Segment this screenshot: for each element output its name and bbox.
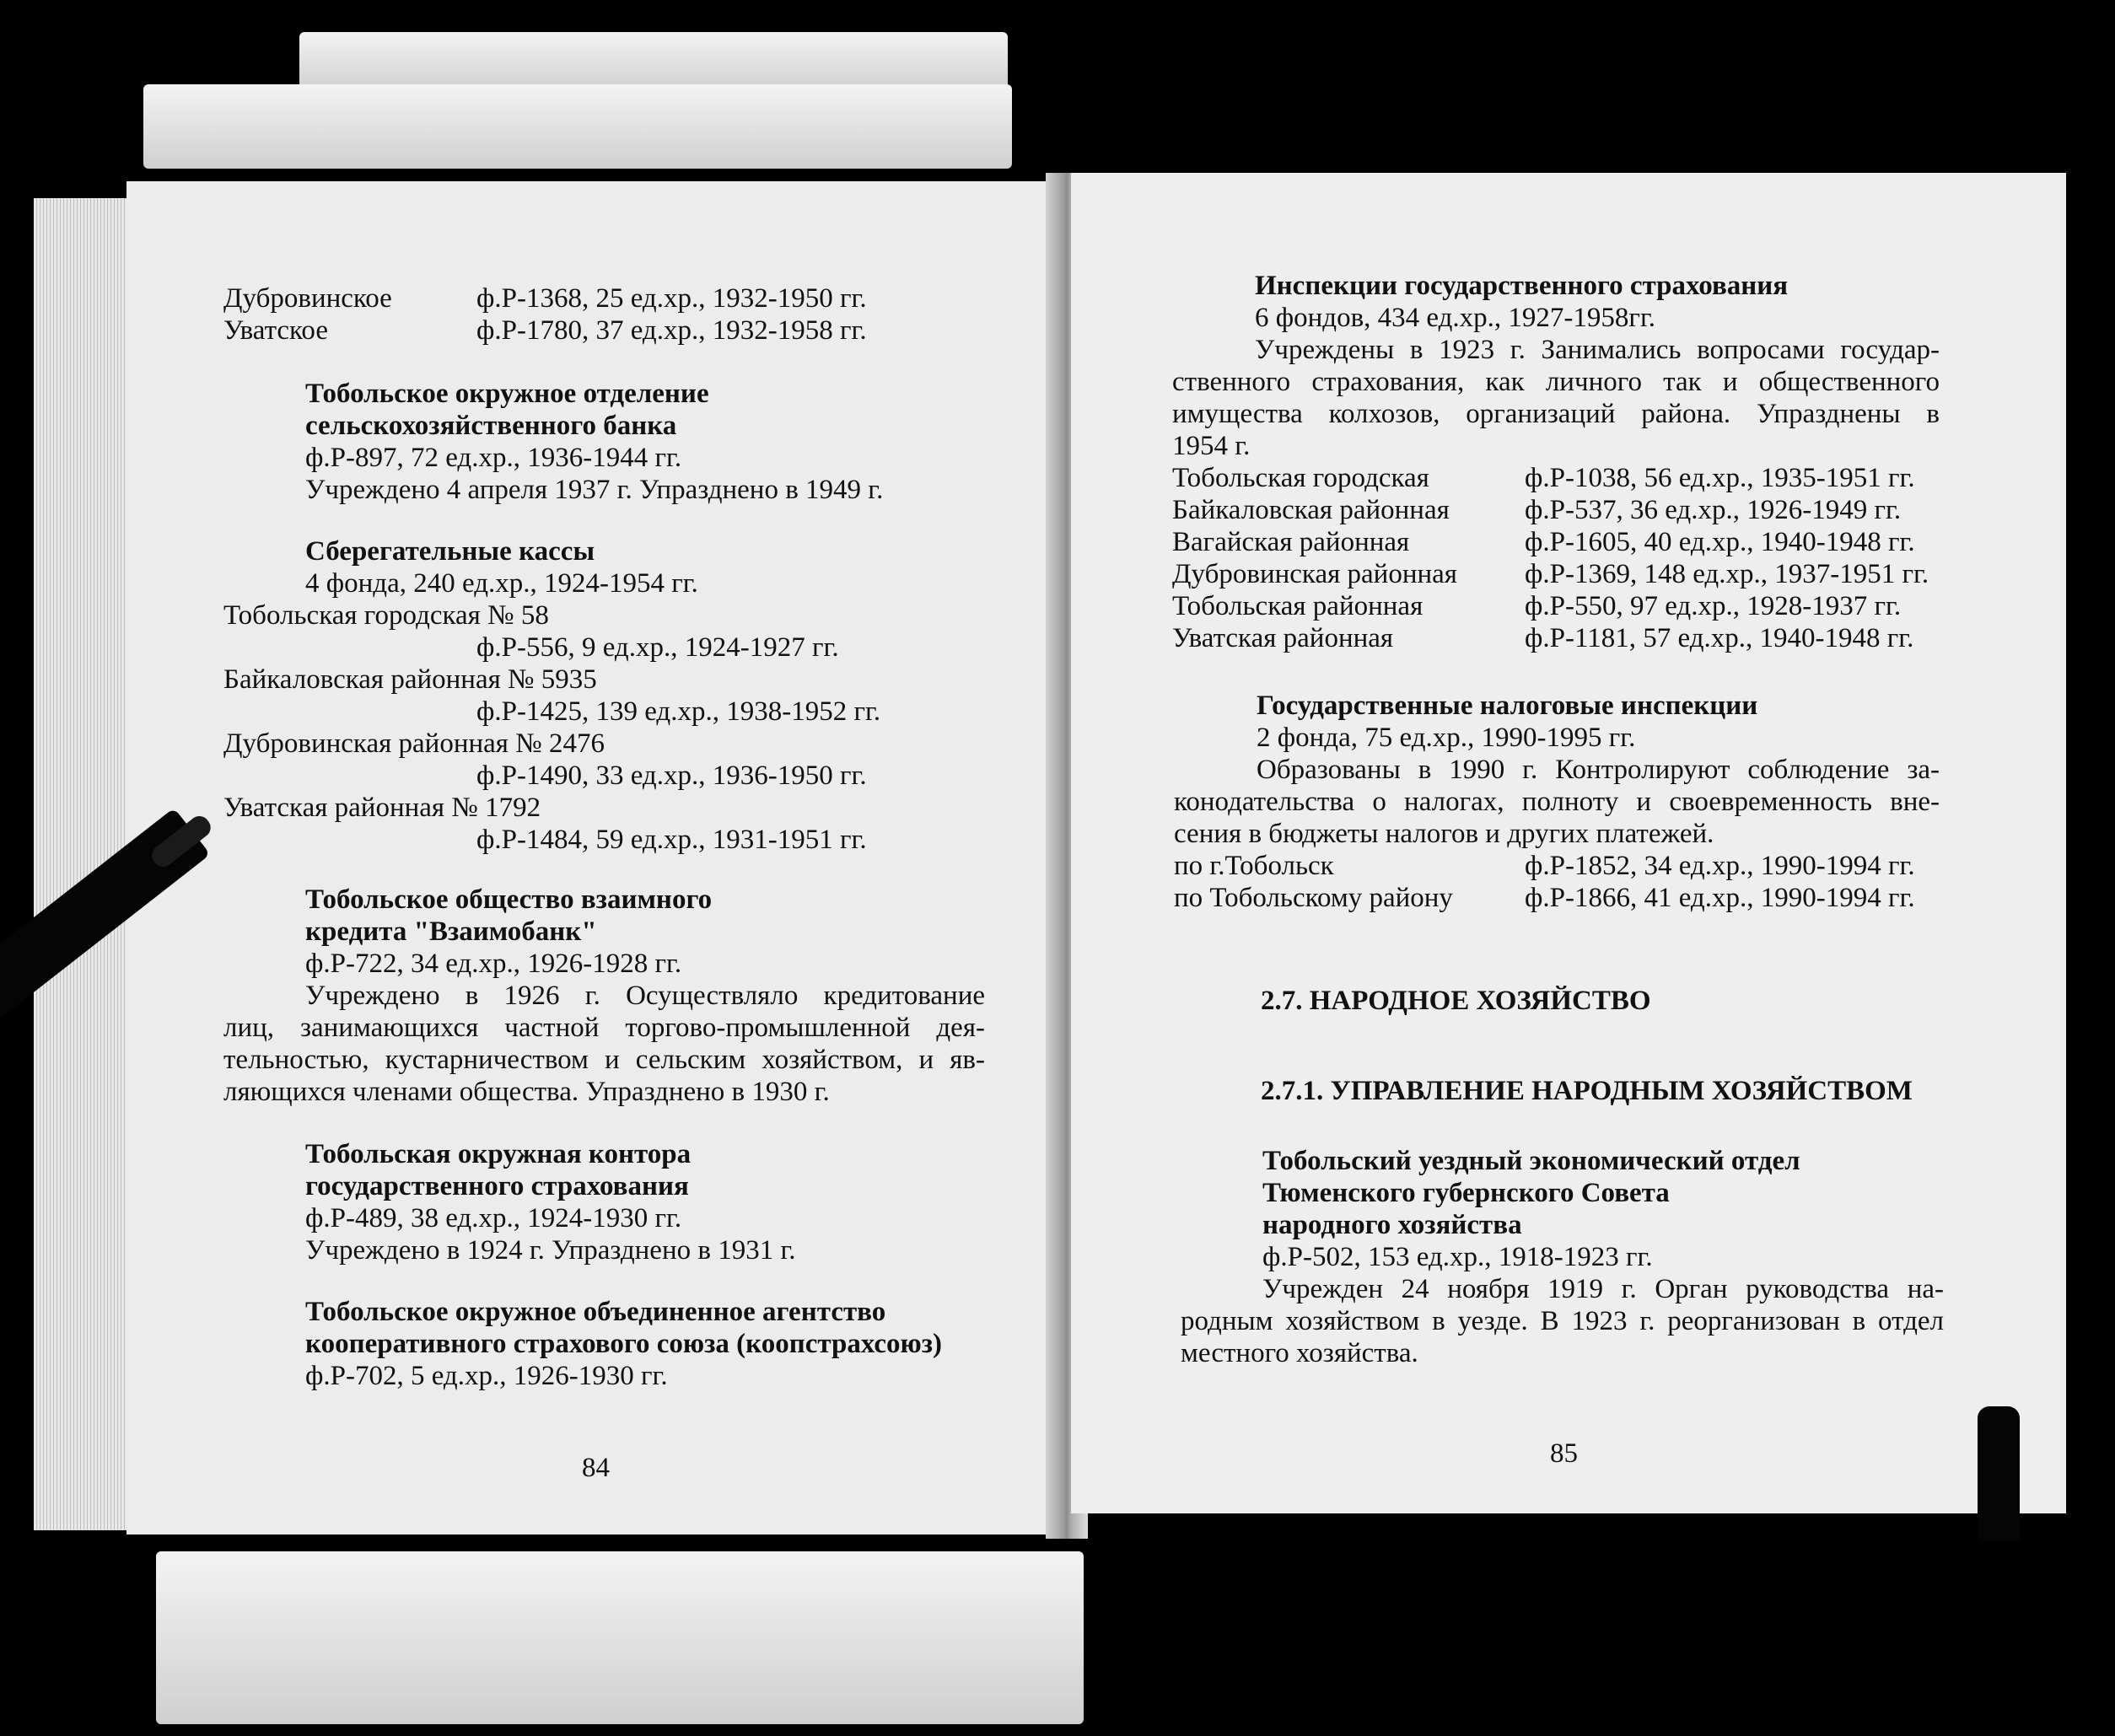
fond-info: ф.Р-502, 153 ед.хр., 1918-1923 гг. — [1262, 1242, 1653, 1272]
section-heading: Сберегательные кассы — [305, 536, 595, 567]
entry-fond: ф.Р-1866, 41 ед.хр., 1990-1994 гг. — [1525, 883, 1915, 913]
paragraph-line: сения в бюджеты налогов и других платежей. — [1174, 819, 1714, 849]
entry-fond: ф.Р-1605, 40 ед.хр., 1940-1948 гг. — [1525, 527, 1915, 557]
section-heading: Тюменского губернского Совета — [1262, 1178, 1670, 1208]
section-heading: кооперативного страхового союза (коопстрахсоюз) — [305, 1329, 942, 1359]
entry-name: Байкаловская районная — [1172, 495, 1450, 525]
chapter-heading: 2.7.1. УПРАВЛЕНИЕ НАРОДНЫМ ХОЗЯЙСТВОМ — [1261, 1076, 1913, 1106]
paragraph-line: имущества колхозов, организаций района. Упразднены в — [1172, 399, 1940, 429]
entry-fond: ф.Р-1852, 34 ед.хр., 1990-1994 гг. — [1525, 851, 1915, 881]
paragraph-line: Учреждено 4 апреля 1937 г. Упразднено в 1949 г. — [305, 475, 884, 505]
paragraph-line: конодательства о налогах, полноту и своевременность вне- — [1174, 787, 1940, 817]
entry-name: по г.Тобольск — [1174, 851, 1334, 881]
entry-name: Тобольская городская — [1172, 463, 1429, 493]
section-heading: Тобольское окружное объединенное агентство — [305, 1297, 886, 1327]
section-heading: Тобольское общество взаимного — [305, 884, 713, 915]
entry-fond: ф.Р-550, 97 ед.хр., 1928-1937 гг. — [1525, 591, 1902, 621]
entry-name: Дубровинская районная № 2476 — [223, 728, 605, 759]
section-heading: государственного страхования — [305, 1171, 689, 1201]
entry-fond: ф.Р-556, 9 ед.хр., 1924-1927 гг. — [476, 632, 839, 663]
entry-fond: ф.Р-1425, 139 ед.хр., 1938-1952 гг. — [476, 696, 881, 727]
page-number: 85 — [1550, 1438, 1578, 1469]
foam-block-top-1 — [299, 32, 1008, 91]
entry-name: Вагайская районная — [1172, 527, 1410, 557]
entry-fond: ф.Р-1369, 148 ед.хр., 1937-1951 гг. — [1525, 559, 1929, 589]
paragraph-line: Учрежден 24 ноября 1919 г. Орган руководства на- — [1262, 1274, 1944, 1304]
section-heading: Государственные налоговые инспекции — [1257, 691, 1758, 721]
page-number: 84 — [582, 1453, 610, 1483]
bookmark-object — [1978, 1406, 2020, 1541]
entry-name: Байкаловская районная № 5935 — [223, 664, 597, 695]
entry-name: по Тобольскому району — [1174, 883, 1453, 913]
section-heading: Инспекции государственного страхования — [1255, 271, 1789, 301]
fond-info: 6 фондов, 434 ед.хр., 1927-1958гг. — [1255, 303, 1656, 333]
entry-fond: ф.Р-537, 36 ед.хр., 1926-1949 гг. — [1525, 495, 1902, 525]
paragraph-line: тельностью, кустарничеством и сельским хозяйством, и яв- — [223, 1045, 985, 1075]
entry-fond: ф.Р-1038, 56 ед.хр., 1935-1951 гг. — [1525, 463, 1915, 493]
paragraph-line: ственного страхования, как личного так и общественного — [1172, 367, 1940, 397]
fond-info: ф.Р-897, 72 ед.хр., 1936-1944 гг. — [305, 443, 682, 473]
paragraph-line: местного хозяйства. — [1181, 1338, 1418, 1368]
entry-fond: ф.Р-1368, 25 ед.хр., 1932-1950 гг. — [476, 283, 867, 314]
chapter-heading: 2.7. НАРОДНОЕ ХОЗЯЙСТВО — [1261, 986, 1651, 1016]
entry-fond: ф.Р-1181, 57 ед.хр., 1940-1948 гг. — [1525, 623, 1914, 653]
entry-fond: ф.Р-1484, 59 ед.хр., 1931-1951 гг. — [476, 825, 867, 855]
entry-name: Дубровинская районная — [1172, 559, 1457, 589]
foam-block-top-2 — [143, 84, 1012, 169]
entry-name: Тобольская районная — [1172, 591, 1423, 621]
foam-block-bottom — [156, 1551, 1084, 1724]
entry-name: Уватская районная № 1792 — [223, 793, 541, 823]
fond-info: ф.Р-489, 38 ед.хр., 1924-1930 гг. — [305, 1203, 682, 1233]
paragraph-line: родным хозяйством в уезде. В 1923 г. реорганизован в отдел — [1181, 1306, 1944, 1336]
entry-fond: ф.Р-1490, 33 ед.хр., 1936-1950 гг. — [476, 761, 867, 791]
paragraph-line: ляющихся членами общества. Упразднено в 1930 г. — [223, 1077, 830, 1107]
section-heading: Тобольский уездный экономический отдел — [1262, 1146, 1800, 1176]
paragraph-line: Учреждено в 1924 г. Упразднено в 1931 г. — [305, 1235, 796, 1266]
fond-info: ф.Р-722, 34 ед.хр., 1926-1928 гг. — [305, 949, 682, 979]
entry-fond: ф.Р-1780, 37 ед.хр., 1932-1958 гг. — [476, 315, 867, 346]
paragraph-line: Учреждены в 1923 г. Занимались вопросами государ- — [1255, 335, 1940, 365]
paragraph-line: Образованы в 1990 г. Контролируют соблюдение за- — [1257, 755, 1940, 785]
entry-name: Дубровинское — [223, 283, 392, 314]
fond-info: 4 фонда, 240 ед.хр., 1924-1954 гг. — [305, 568, 698, 599]
entry-name: Уватская районная — [1172, 623, 1394, 653]
fond-info: ф.Р-702, 5 ед.хр., 1926-1930 гг. — [305, 1361, 668, 1391]
section-heading: сельскохозяйственного банка — [305, 411, 677, 441]
entry-name: Тобольская городская № 58 — [223, 600, 549, 631]
paragraph-line: 1954 г. — [1172, 431, 1251, 461]
section-heading: кредита "Взаимобанк" — [305, 916, 597, 947]
section-heading: Тобольская окружная контора — [305, 1139, 692, 1169]
entry-name: Уватское — [223, 315, 328, 346]
paragraph-line: лиц, занимающихся частной торгово-промышленной дея- — [223, 1013, 985, 1043]
section-heading: народного хозяйства — [1262, 1210, 1522, 1240]
fond-info: 2 фонда, 75 ед.хр., 1990-1995 гг. — [1257, 723, 1636, 753]
paragraph-line: Учреждено в 1926 г. Осуществляло кредитование — [305, 981, 985, 1011]
section-heading: Тобольское окружное отделение — [305, 379, 709, 409]
